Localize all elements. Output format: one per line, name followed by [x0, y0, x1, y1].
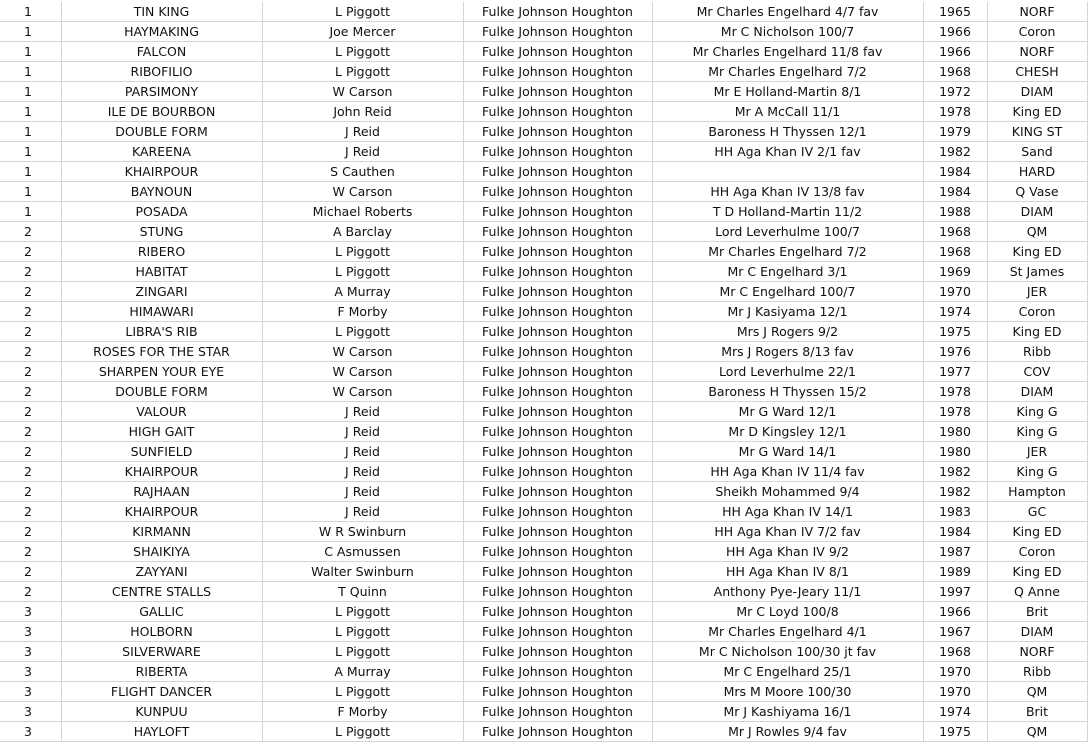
jockey-cell[interactable]: J Reid — [262, 122, 463, 142]
race-cell[interactable]: JER — [987, 442, 1087, 462]
position-cell[interactable]: 2 — [0, 322, 61, 342]
table-row — [0, 362, 1087, 382]
year-cell[interactable]: 1979 — [923, 122, 987, 142]
position-cell[interactable]: 2 — [0, 402, 61, 422]
year-cell[interactable]: 1968 — [923, 62, 987, 82]
year-cell[interactable]: 1970 — [923, 662, 987, 682]
year-cell[interactable]: 1967 — [923, 622, 987, 642]
jockey-cell[interactable]: L Piggott — [262, 682, 463, 702]
trainer-cell[interactable]: Fulke Johnson Houghton — [463, 62, 652, 82]
position-cell[interactable]: 3 — [0, 662, 61, 682]
position-cell[interactable]: 2 — [0, 342, 61, 362]
year-cell[interactable]: 1970 — [923, 282, 987, 302]
horse-cell[interactable]: ZINGARI — [61, 282, 262, 302]
table-row — [0, 502, 1087, 522]
race-cell[interactable]: QM — [987, 722, 1087, 742]
year-cell[interactable]: 1984 — [923, 522, 987, 542]
jockey-cell[interactable]: L Piggott — [262, 262, 463, 282]
results-table — [0, 2, 1088, 742]
position-cell[interactable]: 3 — [0, 602, 61, 622]
year-cell[interactable]: 1978 — [923, 382, 987, 402]
owner-odds-cell[interactable]: Mr C Engelhard 3/1 — [652, 262, 923, 282]
position-cell[interactable]: 3 — [0, 642, 61, 662]
year-cell[interactable]: 1968 — [923, 242, 987, 262]
table-row — [0, 602, 1087, 622]
table-row — [0, 682, 1087, 702]
horse-cell[interactable]: HAYLOFT — [61, 722, 262, 742]
table-row — [0, 622, 1087, 642]
race-cell[interactable]: Coron — [987, 22, 1087, 42]
trainer-cell[interactable]: Fulke Johnson Houghton — [463, 642, 652, 662]
horse-cell[interactable]: SILVERWARE — [61, 642, 262, 662]
year-cell[interactable]: 1997 — [923, 582, 987, 602]
owner-odds-cell[interactable]: Mr Charles Engelhard 11/8 fav — [652, 42, 923, 62]
trainer-cell[interactable]: Fulke Johnson Houghton — [463, 422, 652, 442]
horse-cell[interactable]: STUNG — [61, 222, 262, 242]
jockey-cell[interactable]: Walter Swinburn — [262, 562, 463, 582]
table-row — [0, 62, 1087, 82]
horse-cell[interactable]: FLIGHT DANCER — [61, 682, 262, 702]
owner-odds-cell[interactable]: Mr Charles Engelhard 7/2 — [652, 62, 923, 82]
horse-cell[interactable]: ROSES FOR THE STAR — [61, 342, 262, 362]
race-cell[interactable]: King ED — [987, 522, 1087, 542]
year-cell[interactable]: 1972 — [923, 82, 987, 102]
position-cell[interactable]: 2 — [0, 582, 61, 602]
jockey-cell[interactable]: T Quinn — [262, 582, 463, 602]
year-cell[interactable]: 1966 — [923, 42, 987, 62]
position-cell[interactable]: 2 — [0, 262, 61, 282]
year-cell[interactable]: 1965 — [923, 2, 987, 22]
trainer-cell[interactable]: Fulke Johnson Houghton — [463, 382, 652, 402]
horse-cell[interactable]: GALLIC — [61, 602, 262, 622]
table-row — [0, 582, 1087, 602]
race-cell[interactable]: NORF — [987, 2, 1087, 22]
jockey-cell[interactable]: J Reid — [262, 462, 463, 482]
horse-cell[interactable]: TIN KING — [61, 2, 262, 22]
jockey-cell[interactable]: L Piggott — [262, 622, 463, 642]
trainer-cell[interactable]: Fulke Johnson Houghton — [463, 122, 652, 142]
table-row — [0, 542, 1087, 562]
owner-odds-cell[interactable]: Mr Charles Engelhard 4/1 — [652, 622, 923, 642]
table-row — [0, 142, 1087, 162]
race-cell[interactable]: HARD — [987, 162, 1087, 182]
position-cell[interactable]: 1 — [0, 202, 61, 222]
trainer-cell[interactable]: Fulke Johnson Houghton — [463, 482, 652, 502]
race-cell[interactable]: KING ST — [987, 122, 1087, 142]
owner-odds-cell[interactable] — [652, 162, 923, 182]
trainer-cell[interactable]: Fulke Johnson Houghton — [463, 522, 652, 542]
horse-cell[interactable]: VALOUR — [61, 402, 262, 422]
horse-cell[interactable]: PARSIMONY — [61, 82, 262, 102]
horse-cell[interactable]: DOUBLE FORM — [61, 122, 262, 142]
race-cell[interactable]: Q Vase — [987, 182, 1087, 202]
table-row — [0, 242, 1087, 262]
owner-odds-cell[interactable]: Mr A McCall 11/1 — [652, 102, 923, 122]
jockey-cell[interactable]: W Carson — [262, 342, 463, 362]
race-cell[interactable]: DIAM — [987, 382, 1087, 402]
jockey-cell[interactable]: Michael Roberts — [262, 202, 463, 222]
year-cell[interactable]: 1975 — [923, 722, 987, 742]
jockey-cell[interactable]: L Piggott — [262, 322, 463, 342]
table-row — [0, 22, 1087, 42]
jockey-cell[interactable]: J Reid — [262, 142, 463, 162]
race-cell[interactable]: CHESH — [987, 62, 1087, 82]
position-cell[interactable]: 2 — [0, 242, 61, 262]
owner-odds-cell[interactable]: Mr C Loyd 100/8 — [652, 602, 923, 622]
trainer-cell[interactable]: Fulke Johnson Houghton — [463, 182, 652, 202]
table-row — [0, 42, 1087, 62]
horse-cell[interactable]: RIBERTA — [61, 662, 262, 682]
trainer-cell[interactable]: Fulke Johnson Houghton — [463, 362, 652, 382]
trainer-cell[interactable]: Fulke Johnson Houghton — [463, 302, 652, 322]
table-row — [0, 402, 1087, 422]
race-cell[interactable]: DIAM — [987, 202, 1087, 222]
owner-odds-cell[interactable]: Mrs J Rogers 9/2 — [652, 322, 923, 342]
race-cell[interactable]: King G — [987, 462, 1087, 482]
owner-odds-cell[interactable]: Mr C Engelhard 100/7 — [652, 282, 923, 302]
position-cell[interactable]: 2 — [0, 542, 61, 562]
position-cell[interactable]: 1 — [0, 102, 61, 122]
owner-odds-cell[interactable]: Baroness H Thyssen 12/1 — [652, 122, 923, 142]
race-cell[interactable]: Brit — [987, 702, 1087, 722]
table-row — [0, 282, 1087, 302]
trainer-cell[interactable]: Fulke Johnson Houghton — [463, 662, 652, 682]
trainer-cell[interactable]: Fulke Johnson Houghton — [463, 562, 652, 582]
owner-odds-cell[interactable]: Mr C Nicholson 100/7 — [652, 22, 923, 42]
trainer-cell[interactable]: Fulke Johnson Houghton — [463, 222, 652, 242]
table-row — [0, 302, 1087, 322]
owner-odds-cell[interactable]: Mrs M Moore 100/30 — [652, 682, 923, 702]
position-cell[interactable]: 3 — [0, 622, 61, 642]
owner-odds-cell[interactable]: Mr J Kasiyama 12/1 — [652, 302, 923, 322]
table-row — [0, 122, 1087, 142]
trainer-cell[interactable]: Fulke Johnson Houghton — [463, 602, 652, 622]
year-cell[interactable]: 1982 — [923, 482, 987, 502]
horse-cell[interactable]: SHAIKIYA — [61, 542, 262, 562]
trainer-cell[interactable]: Fulke Johnson Houghton — [463, 722, 652, 742]
year-cell[interactable]: 1968 — [923, 222, 987, 242]
owner-odds-cell[interactable]: HH Aga Khan IV 9/2 — [652, 542, 923, 562]
table-row — [0, 422, 1087, 442]
position-cell[interactable]: 1 — [0, 82, 61, 102]
table-row — [0, 562, 1087, 582]
race-cell[interactable]: NORF — [987, 42, 1087, 62]
trainer-cell[interactable]: Fulke Johnson Houghton — [463, 262, 652, 282]
horse-cell[interactable]: SHARPEN YOUR EYE — [61, 362, 262, 382]
trainer-cell[interactable]: Fulke Johnson Houghton — [463, 242, 652, 262]
trainer-cell[interactable]: Fulke Johnson Houghton — [463, 402, 652, 422]
horse-cell[interactable]: HABITAT — [61, 262, 262, 282]
trainer-cell[interactable]: Fulke Johnson Houghton — [463, 622, 652, 642]
horse-cell[interactable]: KHAIRPOUR — [61, 162, 262, 182]
trainer-cell[interactable]: Fulke Johnson Houghton — [463, 682, 652, 702]
table-row — [0, 202, 1087, 222]
position-cell[interactable]: 1 — [0, 182, 61, 202]
race-cell[interactable]: St James — [987, 262, 1087, 282]
year-cell[interactable]: 1966 — [923, 22, 987, 42]
year-cell[interactable]: 1976 — [923, 342, 987, 362]
owner-odds-cell[interactable]: Mrs J Rogers 8/13 fav — [652, 342, 923, 362]
horse-cell[interactable]: POSADA — [61, 202, 262, 222]
owner-odds-cell[interactable]: Mr J Rowles 9/4 fav — [652, 722, 923, 742]
jockey-cell[interactable]: J Reid — [262, 442, 463, 462]
year-cell[interactable]: 1975 — [923, 322, 987, 342]
year-cell[interactable]: 1974 — [923, 702, 987, 722]
horse-cell[interactable]: KUNPUU — [61, 702, 262, 722]
race-cell[interactable]: DIAM — [987, 82, 1087, 102]
position-cell[interactable]: 1 — [0, 42, 61, 62]
jockey-cell[interactable]: W Carson — [262, 82, 463, 102]
owner-odds-cell[interactable]: HH Aga Khan IV 7/2 fav — [652, 522, 923, 542]
year-cell[interactable]: 1974 — [923, 302, 987, 322]
trainer-cell[interactable]: Fulke Johnson Houghton — [463, 42, 652, 62]
horse-cell[interactable]: SUNFIELD — [61, 442, 262, 462]
owner-odds-cell[interactable]: HH Aga Khan IV 14/1 — [652, 502, 923, 522]
jockey-cell[interactable]: A Barclay — [262, 222, 463, 242]
year-cell[interactable]: 1984 — [923, 162, 987, 182]
table-row — [0, 702, 1087, 722]
owner-odds-cell[interactable]: HH Aga Khan IV 2/1 fav — [652, 142, 923, 162]
year-cell[interactable]: 1966 — [923, 602, 987, 622]
horse-cell[interactable]: HOLBORN — [61, 622, 262, 642]
trainer-cell[interactable]: Fulke Johnson Houghton — [463, 282, 652, 302]
position-cell[interactable]: 2 — [0, 282, 61, 302]
position-cell[interactable]: 2 — [0, 382, 61, 402]
year-cell[interactable]: 1978 — [923, 402, 987, 422]
owner-odds-cell[interactable]: Mr Charles Engelhard 7/2 — [652, 242, 923, 262]
position-cell[interactable]: 2 — [0, 442, 61, 462]
race-cell[interactable]: GC — [987, 502, 1087, 522]
race-cell[interactable]: Coron — [987, 302, 1087, 322]
race-cell[interactable]: JER — [987, 282, 1087, 302]
year-cell[interactable]: 1987 — [923, 542, 987, 562]
table-row — [0, 82, 1087, 102]
trainer-cell[interactable]: Fulke Johnson Houghton — [463, 22, 652, 42]
position-cell[interactable]: 2 — [0, 422, 61, 442]
position-cell[interactable]: 2 — [0, 362, 61, 382]
table-row — [0, 2, 1087, 22]
horse-cell[interactable]: ZAYYANI — [61, 562, 262, 582]
position-cell[interactable]: 3 — [0, 682, 61, 702]
position-cell[interactable]: 2 — [0, 522, 61, 542]
table-row — [0, 322, 1087, 342]
jockey-cell[interactable]: F Morby — [262, 702, 463, 722]
horse-cell[interactable]: RIBOFILIO — [61, 62, 262, 82]
table-row — [0, 342, 1087, 362]
year-cell[interactable]: 1984 — [923, 182, 987, 202]
year-cell[interactable]: 1970 — [923, 682, 987, 702]
owner-odds-cell[interactable]: T D Holland-Martin 11/2 — [652, 202, 923, 222]
year-cell[interactable]: 1988 — [923, 202, 987, 222]
year-cell[interactable]: 1982 — [923, 142, 987, 162]
race-cell[interactable]: King ED — [987, 242, 1087, 262]
race-cell[interactable]: Hampton — [987, 482, 1087, 502]
position-cell[interactable]: 1 — [0, 62, 61, 82]
position-cell[interactable]: 2 — [0, 222, 61, 242]
horse-cell[interactable]: KIRMANN — [61, 522, 262, 542]
horse-cell[interactable]: KHAIRPOUR — [61, 462, 262, 482]
table-row — [0, 222, 1087, 242]
position-cell[interactable]: 2 — [0, 462, 61, 482]
trainer-cell[interactable]: Fulke Johnson Houghton — [463, 582, 652, 602]
race-cell[interactable]: Brit — [987, 602, 1087, 622]
trainer-cell[interactable]: Fulke Johnson Houghton — [463, 202, 652, 222]
owner-odds-cell[interactable]: Mr J Kashiyama 16/1 — [652, 702, 923, 722]
race-cell[interactable]: NORF — [987, 642, 1087, 662]
jockey-cell[interactable]: J Reid — [262, 502, 463, 522]
jockey-cell[interactable]: A Murray — [262, 662, 463, 682]
trainer-cell[interactable]: Fulke Johnson Houghton — [463, 542, 652, 562]
table-row — [0, 722, 1087, 742]
horse-cell[interactable]: HIMAWARI — [61, 302, 262, 322]
jockey-cell[interactable]: W Carson — [262, 362, 463, 382]
owner-odds-cell[interactable]: Mr G Ward 14/1 — [652, 442, 923, 462]
year-cell[interactable]: 1977 — [923, 362, 987, 382]
table-row — [0, 262, 1087, 282]
race-cell[interactable]: QM — [987, 682, 1087, 702]
jockey-cell[interactable]: Joe Mercer — [262, 22, 463, 42]
horse-cell[interactable]: FALCON — [61, 42, 262, 62]
year-cell[interactable]: 1989 — [923, 562, 987, 582]
year-cell[interactable]: 1982 — [923, 462, 987, 482]
position-cell[interactable]: 3 — [0, 722, 61, 742]
position-cell[interactable]: 2 — [0, 302, 61, 322]
trainer-cell[interactable]: Fulke Johnson Houghton — [463, 442, 652, 462]
horse-cell[interactable]: LIBRA'S RIB — [61, 322, 262, 342]
race-cell[interactable]: QM — [987, 222, 1087, 242]
position-cell[interactable]: 1 — [0, 2, 61, 22]
race-cell[interactable]: King ED — [987, 562, 1087, 582]
jockey-cell[interactable]: J Reid — [262, 422, 463, 442]
trainer-cell[interactable]: Fulke Johnson Houghton — [463, 702, 652, 722]
trainer-cell[interactable]: Fulke Johnson Houghton — [463, 82, 652, 102]
trainer-cell[interactable]: Fulke Johnson Houghton — [463, 102, 652, 122]
jockey-cell[interactable]: J Reid — [262, 482, 463, 502]
jockey-cell[interactable]: W Carson — [262, 382, 463, 402]
horse-cell[interactable]: KHAIRPOUR — [61, 502, 262, 522]
race-cell[interactable]: Ribb — [987, 662, 1087, 682]
table-body — [0, 2, 1087, 742]
position-cell[interactable]: 1 — [0, 142, 61, 162]
race-cell[interactable]: Q Anne — [987, 582, 1087, 602]
jockey-cell[interactable]: L Piggott — [262, 242, 463, 262]
owner-odds-cell[interactable]: Lord Leverhulme 22/1 — [652, 362, 923, 382]
year-cell[interactable]: 1978 — [923, 102, 987, 122]
jockey-cell[interactable]: C Asmussen — [262, 542, 463, 562]
jockey-cell[interactable]: John Reid — [262, 102, 463, 122]
horse-cell[interactable]: ILE DE BOURBON — [61, 102, 262, 122]
table-row — [0, 642, 1087, 662]
owner-odds-cell[interactable]: Anthony Pye-Jeary 11/1 — [652, 582, 923, 602]
race-cell[interactable]: Sand — [987, 142, 1087, 162]
jockey-cell[interactable]: L Piggott — [262, 602, 463, 622]
race-cell[interactable]: King ED — [987, 322, 1087, 342]
position-cell[interactable]: 3 — [0, 702, 61, 722]
jockey-cell[interactable]: L Piggott — [262, 642, 463, 662]
race-cell[interactable]: King ED — [987, 102, 1087, 122]
owner-odds-cell[interactable]: Mr G Ward 12/1 — [652, 402, 923, 422]
owner-odds-cell[interactable]: Sheikh Mohammed 9/4 — [652, 482, 923, 502]
trainer-cell[interactable]: Fulke Johnson Houghton — [463, 502, 652, 522]
table-row — [0, 442, 1087, 462]
jockey-cell[interactable]: L Piggott — [262, 2, 463, 22]
table-row — [0, 662, 1087, 682]
horse-cell[interactable]: DOUBLE FORM — [61, 382, 262, 402]
table-row — [0, 382, 1087, 402]
jockey-cell[interactable]: W Carson — [262, 182, 463, 202]
year-cell[interactable]: 1983 — [923, 502, 987, 522]
owner-odds-cell[interactable]: Mr C Nicholson 100/30 jt fav — [652, 642, 923, 662]
spreadsheet-grid — [0, 2, 1092, 742]
jockey-cell[interactable]: L Piggott — [262, 722, 463, 742]
owner-odds-cell[interactable]: HH Aga Khan IV 11/4 fav — [652, 462, 923, 482]
owner-odds-cell[interactable]: HH Aga Khan IV 8/1 — [652, 562, 923, 582]
owner-odds-cell[interactable]: Mr E Holland-Martin 8/1 — [652, 82, 923, 102]
position-cell[interactable]: 1 — [0, 22, 61, 42]
race-cell[interactable]: Ribb — [987, 342, 1087, 362]
position-cell[interactable]: 2 — [0, 502, 61, 522]
horse-cell[interactable]: KAREENA — [61, 142, 262, 162]
trainer-cell[interactable]: Fulke Johnson Houghton — [463, 162, 652, 182]
table-row — [0, 462, 1087, 482]
jockey-cell[interactable]: L Piggott — [262, 42, 463, 62]
jockey-cell[interactable]: F Morby — [262, 302, 463, 322]
jockey-cell[interactable]: S Cauthen — [262, 162, 463, 182]
owner-odds-cell[interactable]: Baroness H Thyssen 15/2 — [652, 382, 923, 402]
position-cell[interactable]: 1 — [0, 162, 61, 182]
table-row — [0, 182, 1087, 202]
trainer-cell[interactable]: Fulke Johnson Houghton — [463, 322, 652, 342]
year-cell[interactable]: 1968 — [923, 642, 987, 662]
jockey-cell[interactable]: W R Swinburn — [262, 522, 463, 542]
trainer-cell[interactable]: Fulke Johnson Houghton — [463, 142, 652, 162]
year-cell[interactable]: 1980 — [923, 442, 987, 462]
table-row — [0, 102, 1087, 122]
owner-odds-cell[interactable]: Mr D Kingsley 12/1 — [652, 422, 923, 442]
trainer-cell[interactable]: Fulke Johnson Houghton — [463, 462, 652, 482]
year-cell[interactable]: 1969 — [923, 262, 987, 282]
position-cell[interactable]: 2 — [0, 482, 61, 502]
race-cell[interactable]: COV — [987, 362, 1087, 382]
horse-cell[interactable]: HAYMAKING — [61, 22, 262, 42]
horse-cell[interactable]: RIBERO — [61, 242, 262, 262]
position-cell[interactable]: 2 — [0, 562, 61, 582]
jockey-cell[interactable]: A Murray — [262, 282, 463, 302]
race-cell[interactable]: King G — [987, 422, 1087, 442]
race-cell[interactable]: Coron — [987, 542, 1087, 562]
table-row — [0, 522, 1087, 542]
table-row — [0, 162, 1087, 182]
jockey-cell[interactable]: L Piggott — [262, 62, 463, 82]
trainer-cell[interactable]: Fulke Johnson Houghton — [463, 2, 652, 22]
horse-cell[interactable]: CENTRE STALLS — [61, 582, 262, 602]
horse-cell[interactable]: RAJHAAN — [61, 482, 262, 502]
owner-odds-cell[interactable]: HH Aga Khan IV 13/8 fav — [652, 182, 923, 202]
owner-odds-cell[interactable]: Mr Charles Engelhard 4/7 fav — [652, 2, 923, 22]
race-cell[interactable]: King G — [987, 402, 1087, 422]
owner-odds-cell[interactable]: Mr C Engelhard 25/1 — [652, 662, 923, 682]
trainer-cell[interactable]: Fulke Johnson Houghton — [463, 342, 652, 362]
position-cell[interactable]: 1 — [0, 122, 61, 142]
year-cell[interactable]: 1980 — [923, 422, 987, 442]
jockey-cell[interactable]: J Reid — [262, 402, 463, 422]
table-row — [0, 482, 1087, 502]
race-cell[interactable]: DIAM — [987, 622, 1087, 642]
owner-odds-cell[interactable]: Lord Leverhulme 100/7 — [652, 222, 923, 242]
horse-cell[interactable]: HIGH GAIT — [61, 422, 262, 442]
horse-cell[interactable]: BAYNOUN — [61, 182, 262, 202]
